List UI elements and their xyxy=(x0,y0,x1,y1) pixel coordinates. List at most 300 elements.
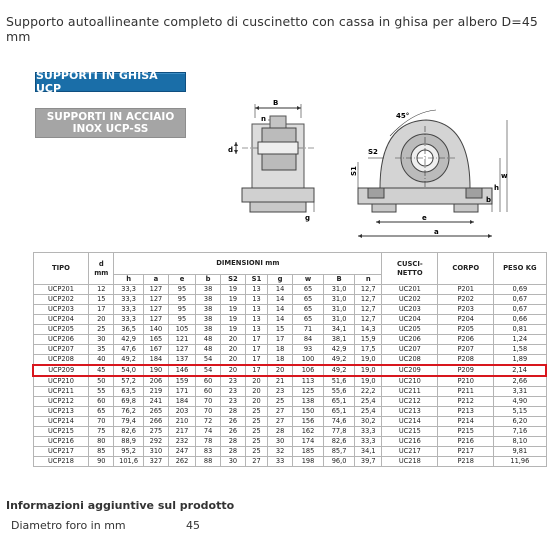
table-cell: UC215 xyxy=(382,427,438,437)
table-cell: UCP215 xyxy=(33,427,89,437)
table-cell: P207 xyxy=(438,345,494,355)
table-cell: UCP208 xyxy=(33,355,89,366)
table-cell: 15,9 xyxy=(355,335,382,345)
table-cell: 162 xyxy=(292,427,323,437)
table-cell: UC201 xyxy=(382,285,438,295)
table-cell: 33,3 xyxy=(114,285,144,295)
table-cell: UC216 xyxy=(382,437,438,447)
table-cell: 63,5 xyxy=(114,387,144,397)
table-cell: P210 xyxy=(438,376,494,387)
table-cell: 100 xyxy=(292,355,323,366)
table-row xyxy=(33,376,546,387)
table-row xyxy=(33,325,546,335)
table-cell: UC213 xyxy=(382,407,438,417)
table-cell: 150 xyxy=(292,407,323,417)
table-cell: 33,3 xyxy=(355,437,382,447)
table-cell: 14 xyxy=(268,285,293,295)
nav-cast-iron-button[interactable] xyxy=(35,69,186,95)
table-cell: 55,6 xyxy=(324,387,355,397)
table-cell: 20 xyxy=(220,335,245,345)
table-cell: 13 xyxy=(245,285,267,295)
table-cell: 167 xyxy=(144,345,169,355)
table-cell: 28 xyxy=(220,407,245,417)
table-cell: 12,7 xyxy=(355,295,382,305)
table-cell: 65 xyxy=(292,315,323,325)
table-row xyxy=(33,417,546,427)
table-cell: 292 xyxy=(144,437,169,447)
table-cell: UCP205 xyxy=(33,325,89,335)
header-d-unit: mm xyxy=(94,268,109,277)
table-cell: UCP204 xyxy=(33,315,89,325)
table-row xyxy=(33,427,546,437)
nav-cast-iron-label: SUPPORTI IN GHISA UCP xyxy=(36,69,158,95)
table-cell: 31,0 xyxy=(324,285,355,295)
table-cell: 185 xyxy=(292,447,323,457)
table-cell: 32 xyxy=(268,447,293,457)
table-cell: 4,90 xyxy=(494,397,546,407)
table-cell: 20 xyxy=(268,365,293,376)
table-cell: 23 xyxy=(220,376,245,387)
table-row xyxy=(33,397,546,407)
table-cell: 106 xyxy=(292,365,323,376)
table-cell: P217 xyxy=(438,447,494,457)
table-cell: 50 xyxy=(89,376,114,387)
table-cell: 13 xyxy=(245,295,267,305)
table-cell: 0,81 xyxy=(494,325,546,335)
table-cell: 18 xyxy=(268,345,293,355)
subheader-7: w xyxy=(292,275,323,285)
subheader-8: B xyxy=(324,275,355,285)
table-cell: 65,1 xyxy=(324,397,355,407)
table-cell: 8,10 xyxy=(494,437,546,447)
table-cell: 70 xyxy=(196,397,221,407)
table-row xyxy=(33,285,546,295)
nav-stainless-label-2: INOX UCP-SS xyxy=(72,123,149,135)
dim-label-g: g xyxy=(305,214,311,222)
table-cell: 42,9 xyxy=(114,335,144,345)
table-cell: 0,67 xyxy=(494,295,546,305)
table-cell: 14 xyxy=(268,315,293,325)
table-cell: UC211 xyxy=(382,387,438,397)
technical-drawing xyxy=(212,96,508,244)
table-row xyxy=(33,447,546,457)
table-cell: 65 xyxy=(292,305,323,315)
table-cell: 232 xyxy=(168,437,195,447)
table-cell: 262 xyxy=(168,457,195,467)
table-cell: UCP217 xyxy=(33,447,89,457)
table-cell: 25 xyxy=(89,325,114,335)
table-cell: 184 xyxy=(144,355,169,366)
table-cell: 88 xyxy=(196,457,221,467)
dim-label-w: w xyxy=(501,172,508,180)
table-cell: 156 xyxy=(292,417,323,427)
table-cell: 77,8 xyxy=(324,427,355,437)
table-cell: 60 xyxy=(196,376,221,387)
table-cell: 13 xyxy=(245,325,267,335)
table-cell: P212 xyxy=(438,397,494,407)
dim-label-S1: S1 xyxy=(350,166,358,176)
table-cell: 28 xyxy=(220,437,245,447)
table-cell: 210 xyxy=(168,417,195,427)
table-cell: UCP201 xyxy=(33,285,89,295)
table-cell: 49,2 xyxy=(324,355,355,366)
table-cell: 71 xyxy=(292,325,323,335)
table-cell: 217 xyxy=(168,427,195,437)
table-cell: 33 xyxy=(268,457,293,467)
table-cell: 82,6 xyxy=(324,437,355,447)
table-cell: 27 xyxy=(268,407,293,417)
table-cell: 79,4 xyxy=(114,417,144,427)
table-cell: 19 xyxy=(220,315,245,325)
table-cell: 2,66 xyxy=(494,376,546,387)
table-cell: 171 xyxy=(168,387,195,397)
table-cell: 11,96 xyxy=(494,457,546,467)
table-cell: 33,3 xyxy=(355,427,382,437)
table-cell: 30,2 xyxy=(355,417,382,427)
table-cell: UCP218 xyxy=(33,457,89,467)
table-cell: 49,2 xyxy=(114,355,144,366)
table-cell: 327 xyxy=(144,457,169,467)
table-cell: UCP203 xyxy=(33,305,89,315)
table-cell: 25,4 xyxy=(355,407,382,417)
table-cell: 20 xyxy=(220,365,245,376)
header-corpo: CORPO xyxy=(438,253,494,285)
table-cell: 19 xyxy=(220,295,245,305)
table-cell: 3,31 xyxy=(494,387,546,397)
table-cell: UC202 xyxy=(382,295,438,305)
table-cell: 15 xyxy=(268,325,293,335)
table-cell: 65 xyxy=(292,295,323,305)
table-cell: 0,69 xyxy=(494,285,546,295)
table-cell: 90 xyxy=(89,457,114,467)
table-cell: 31,0 xyxy=(324,305,355,315)
table-cell: 96,0 xyxy=(324,457,355,467)
dim-label-e: e xyxy=(422,214,427,222)
table-cell: 55 xyxy=(89,387,114,397)
table-cell: 20 xyxy=(220,345,245,355)
table-cell: 219 xyxy=(144,387,169,397)
table-cell: 74 xyxy=(196,427,221,437)
table-cell: UCP210 xyxy=(33,376,89,387)
table-cell: 127 xyxy=(144,285,169,295)
table-cell: 42,9 xyxy=(324,345,355,355)
table-cell: 1,58 xyxy=(494,345,546,355)
table-cell: 31,0 xyxy=(324,315,355,325)
table-cell: 174 xyxy=(292,437,323,447)
table-cell: 127 xyxy=(168,345,195,355)
table-cell: 25 xyxy=(245,407,267,417)
header-d xyxy=(89,253,114,285)
subheader-2: e xyxy=(168,275,195,285)
table-cell: 19,0 xyxy=(355,365,382,376)
table-cell: 20 xyxy=(245,387,267,397)
header-cuscinetto-1: CUSCI- xyxy=(396,259,423,268)
subheader-5: S1 xyxy=(245,275,267,285)
table-cell: 265 xyxy=(144,407,169,417)
dimensions-table xyxy=(32,252,547,467)
table-cell: 85,7 xyxy=(324,447,355,457)
table-row xyxy=(33,355,546,366)
table-cell: 101,6 xyxy=(114,457,144,467)
table-cell: UC214 xyxy=(382,417,438,427)
table-cell: 30 xyxy=(268,437,293,447)
dim-label-S2: S2 xyxy=(368,148,378,156)
table-cell: UC209 xyxy=(382,365,438,376)
front-view xyxy=(350,110,508,238)
table-cell: 25 xyxy=(245,447,267,457)
table-cell: UCP202 xyxy=(33,295,89,305)
table-cell: 12,7 xyxy=(355,305,382,315)
table-cell: 51,6 xyxy=(324,376,355,387)
table-cell: 203 xyxy=(168,407,195,417)
table-cell: 74,6 xyxy=(324,417,355,427)
table-cell: 82,6 xyxy=(114,427,144,437)
table-cell: 18 xyxy=(268,355,293,366)
table-row xyxy=(33,437,546,447)
table-cell: 25 xyxy=(245,427,267,437)
table-cell: UC212 xyxy=(382,397,438,407)
table-cell: 19,0 xyxy=(355,355,382,366)
subheader-0: h xyxy=(114,275,144,285)
table-cell: UC207 xyxy=(382,345,438,355)
table-cell: P204 xyxy=(438,315,494,325)
table-cell: 17 xyxy=(245,345,267,355)
table-cell: UCP213 xyxy=(33,407,89,417)
table-cell: 25 xyxy=(245,437,267,447)
table-cell: 21 xyxy=(268,376,293,387)
table-cell: 72 xyxy=(196,417,221,427)
table-cell: 95 xyxy=(168,315,195,325)
table-cell: 38 xyxy=(196,315,221,325)
table-cell: 140 xyxy=(144,325,169,335)
table-cell: UC208 xyxy=(382,355,438,366)
table-cell: 25 xyxy=(245,417,267,427)
table-row xyxy=(33,315,546,325)
table-cell: P215 xyxy=(438,427,494,437)
table-cell: 65 xyxy=(292,285,323,295)
table-cell: 95 xyxy=(168,295,195,305)
table-cell: P202 xyxy=(438,295,494,305)
table-row xyxy=(33,387,546,397)
table-cell: 13 xyxy=(245,305,267,315)
table-cell: 76,2 xyxy=(114,407,144,417)
table-cell: 137 xyxy=(168,355,195,366)
table-cell: 39,7 xyxy=(355,457,382,467)
dim-label-h: h xyxy=(494,184,499,192)
table-cell: 65,1 xyxy=(324,407,355,417)
dim-label-b: b xyxy=(486,196,492,204)
table-cell: 17 xyxy=(268,335,293,345)
table-cell: 38 xyxy=(196,295,221,305)
table-cell: 206 xyxy=(144,376,169,387)
table-cell: UCP214 xyxy=(33,417,89,427)
table-cell: 22,2 xyxy=(355,387,382,397)
table-cell: 49,2 xyxy=(324,365,355,376)
table-cell: P214 xyxy=(438,417,494,427)
table-cell: 31,0 xyxy=(324,295,355,305)
table-cell: UC206 xyxy=(382,335,438,345)
table-row xyxy=(33,335,546,345)
table-cell: 60 xyxy=(89,397,114,407)
table-cell: 60 xyxy=(196,387,221,397)
table-cell: 34,1 xyxy=(324,325,355,335)
info-label: Diametro foro in mm xyxy=(11,519,126,532)
table-cell: 14 xyxy=(268,305,293,315)
table-cell: 27 xyxy=(268,417,293,427)
table-cell: 30 xyxy=(220,457,245,467)
table-cell: 20 xyxy=(220,355,245,366)
table-cell: 17 xyxy=(245,355,267,366)
table-cell: 1,24 xyxy=(494,335,546,345)
table-cell: 6,20 xyxy=(494,417,546,427)
table-cell: 33,3 xyxy=(114,295,144,305)
table-cell: 38 xyxy=(196,325,221,335)
table-cell: 2,14 xyxy=(494,365,546,376)
nav-stainless-button[interactable] xyxy=(35,108,186,138)
table-cell: 17 xyxy=(245,365,267,376)
table-cell: 198 xyxy=(292,457,323,467)
table-cell: 241 xyxy=(144,397,169,407)
table-cell: 19 xyxy=(220,285,245,295)
table-cell: 88,9 xyxy=(114,437,144,447)
table-row xyxy=(33,345,546,355)
table-cell: UCP216 xyxy=(33,437,89,447)
header-peso: PESO KG xyxy=(494,253,546,285)
table-cell: 28 xyxy=(268,427,293,437)
table-cell: UCP209 xyxy=(33,365,89,376)
table-cell: 57,2 xyxy=(114,376,144,387)
table-cell: 13 xyxy=(245,315,267,325)
table-row xyxy=(33,295,546,305)
dim-label-angle: 45° xyxy=(396,112,410,120)
table-cell: 127 xyxy=(144,315,169,325)
table-cell: UCP212 xyxy=(33,397,89,407)
table-cell: 54,0 xyxy=(114,365,144,376)
table-cell: 36,5 xyxy=(114,325,144,335)
info-value: 45 xyxy=(186,519,200,532)
table-cell: 247 xyxy=(168,447,195,457)
table-cell: UC204 xyxy=(382,315,438,325)
table-cell: 19 xyxy=(220,305,245,315)
table-cell: 9,81 xyxy=(494,447,546,457)
table-cell: 93 xyxy=(292,345,323,355)
table-cell: 80 xyxy=(89,437,114,447)
table-row xyxy=(33,305,546,315)
table-cell: 70 xyxy=(196,407,221,417)
header-cuscinetto-2: NETTO xyxy=(397,268,423,277)
table-cell: 23 xyxy=(220,397,245,407)
dim-label-n: n xyxy=(261,115,266,123)
table-cell: 45 xyxy=(89,365,114,376)
table-cell: 19,0 xyxy=(355,376,382,387)
table-cell: 105 xyxy=(168,325,195,335)
table-cell: 33,3 xyxy=(114,305,144,315)
table-cell: 54 xyxy=(196,355,221,366)
table-cell: 138 xyxy=(292,397,323,407)
table-cell: UC203 xyxy=(382,305,438,315)
table-cell: 75 xyxy=(89,427,114,437)
table-cell: 28 xyxy=(220,447,245,457)
table-cell: 23 xyxy=(220,387,245,397)
table-cell: 275 xyxy=(144,427,169,437)
dim-label-B: B xyxy=(273,99,279,107)
table-cell: 48 xyxy=(196,345,221,355)
table-cell: P208 xyxy=(438,355,494,366)
table-cell: 26 xyxy=(220,417,245,427)
table-cell: 33,3 xyxy=(114,315,144,325)
table-cell: 38 xyxy=(196,285,221,295)
table-cell: 14 xyxy=(268,295,293,305)
table-cell: 83 xyxy=(196,447,221,457)
subheader-6: g xyxy=(268,275,293,285)
table-cell: P218 xyxy=(438,457,494,467)
table-cell: 12,7 xyxy=(355,315,382,325)
nav-stainless-label-1: SUPPORTI IN ACCIAIO xyxy=(46,111,175,123)
table-row xyxy=(33,407,546,417)
table-cell: UCP207 xyxy=(33,345,89,355)
table-cell: 95 xyxy=(168,285,195,295)
dim-label-a: a xyxy=(434,228,439,236)
table-cell: 19 xyxy=(220,325,245,335)
table-cell: 5,15 xyxy=(494,407,546,417)
table-cell: 159 xyxy=(168,376,195,387)
table-cell: 113 xyxy=(292,376,323,387)
table-cell: 20 xyxy=(89,315,114,325)
table-cell: 20 xyxy=(245,376,267,387)
table-cell: 26 xyxy=(220,427,245,437)
info-heading: Informazioni aggiuntive sul prodotto xyxy=(6,499,235,512)
table-cell: UCP211 xyxy=(33,387,89,397)
table-cell: 65 xyxy=(89,407,114,417)
table-cell: 125 xyxy=(292,387,323,397)
header-dimensioni: DIMENSIONI mm xyxy=(114,253,382,275)
table-cell: 184 xyxy=(168,397,195,407)
table-cell: 17,5 xyxy=(355,345,382,355)
table-cell: P211 xyxy=(438,387,494,397)
table-cell: 20 xyxy=(245,397,267,407)
table-cell: P213 xyxy=(438,407,494,417)
header-tipo: TIPO xyxy=(33,253,89,285)
table-cell: 54 xyxy=(196,365,221,376)
table-cell: P201 xyxy=(438,285,494,295)
subheader-4: S2 xyxy=(220,275,245,285)
table-cell: 38,1 xyxy=(324,335,355,345)
table-cell: P216 xyxy=(438,437,494,447)
table-cell: P203 xyxy=(438,305,494,315)
table-cell: 47,6 xyxy=(114,345,144,355)
table-cell: 165 xyxy=(144,335,169,345)
table-cell: 48 xyxy=(196,335,221,345)
table-cell: P206 xyxy=(438,335,494,345)
subheader-9: n xyxy=(355,275,382,285)
table-cell: 69,8 xyxy=(114,397,144,407)
subheader-1: a xyxy=(144,275,169,285)
table-cell: 15 xyxy=(89,295,114,305)
table-cell: 35 xyxy=(89,345,114,355)
table-cell: 70 xyxy=(89,417,114,427)
table-cell: 14,3 xyxy=(355,325,382,335)
table-cell: 127 xyxy=(144,305,169,315)
table-cell: UC217 xyxy=(382,447,438,457)
table-cell: UC205 xyxy=(382,325,438,335)
table-cell: 23 xyxy=(268,387,293,397)
table-cell: 95 xyxy=(168,305,195,315)
table-cell: UC218 xyxy=(382,457,438,467)
table-cell: 30 xyxy=(89,335,114,345)
table-cell: 0,67 xyxy=(494,305,546,315)
table-cell: 12 xyxy=(89,285,114,295)
side-view xyxy=(228,99,314,222)
